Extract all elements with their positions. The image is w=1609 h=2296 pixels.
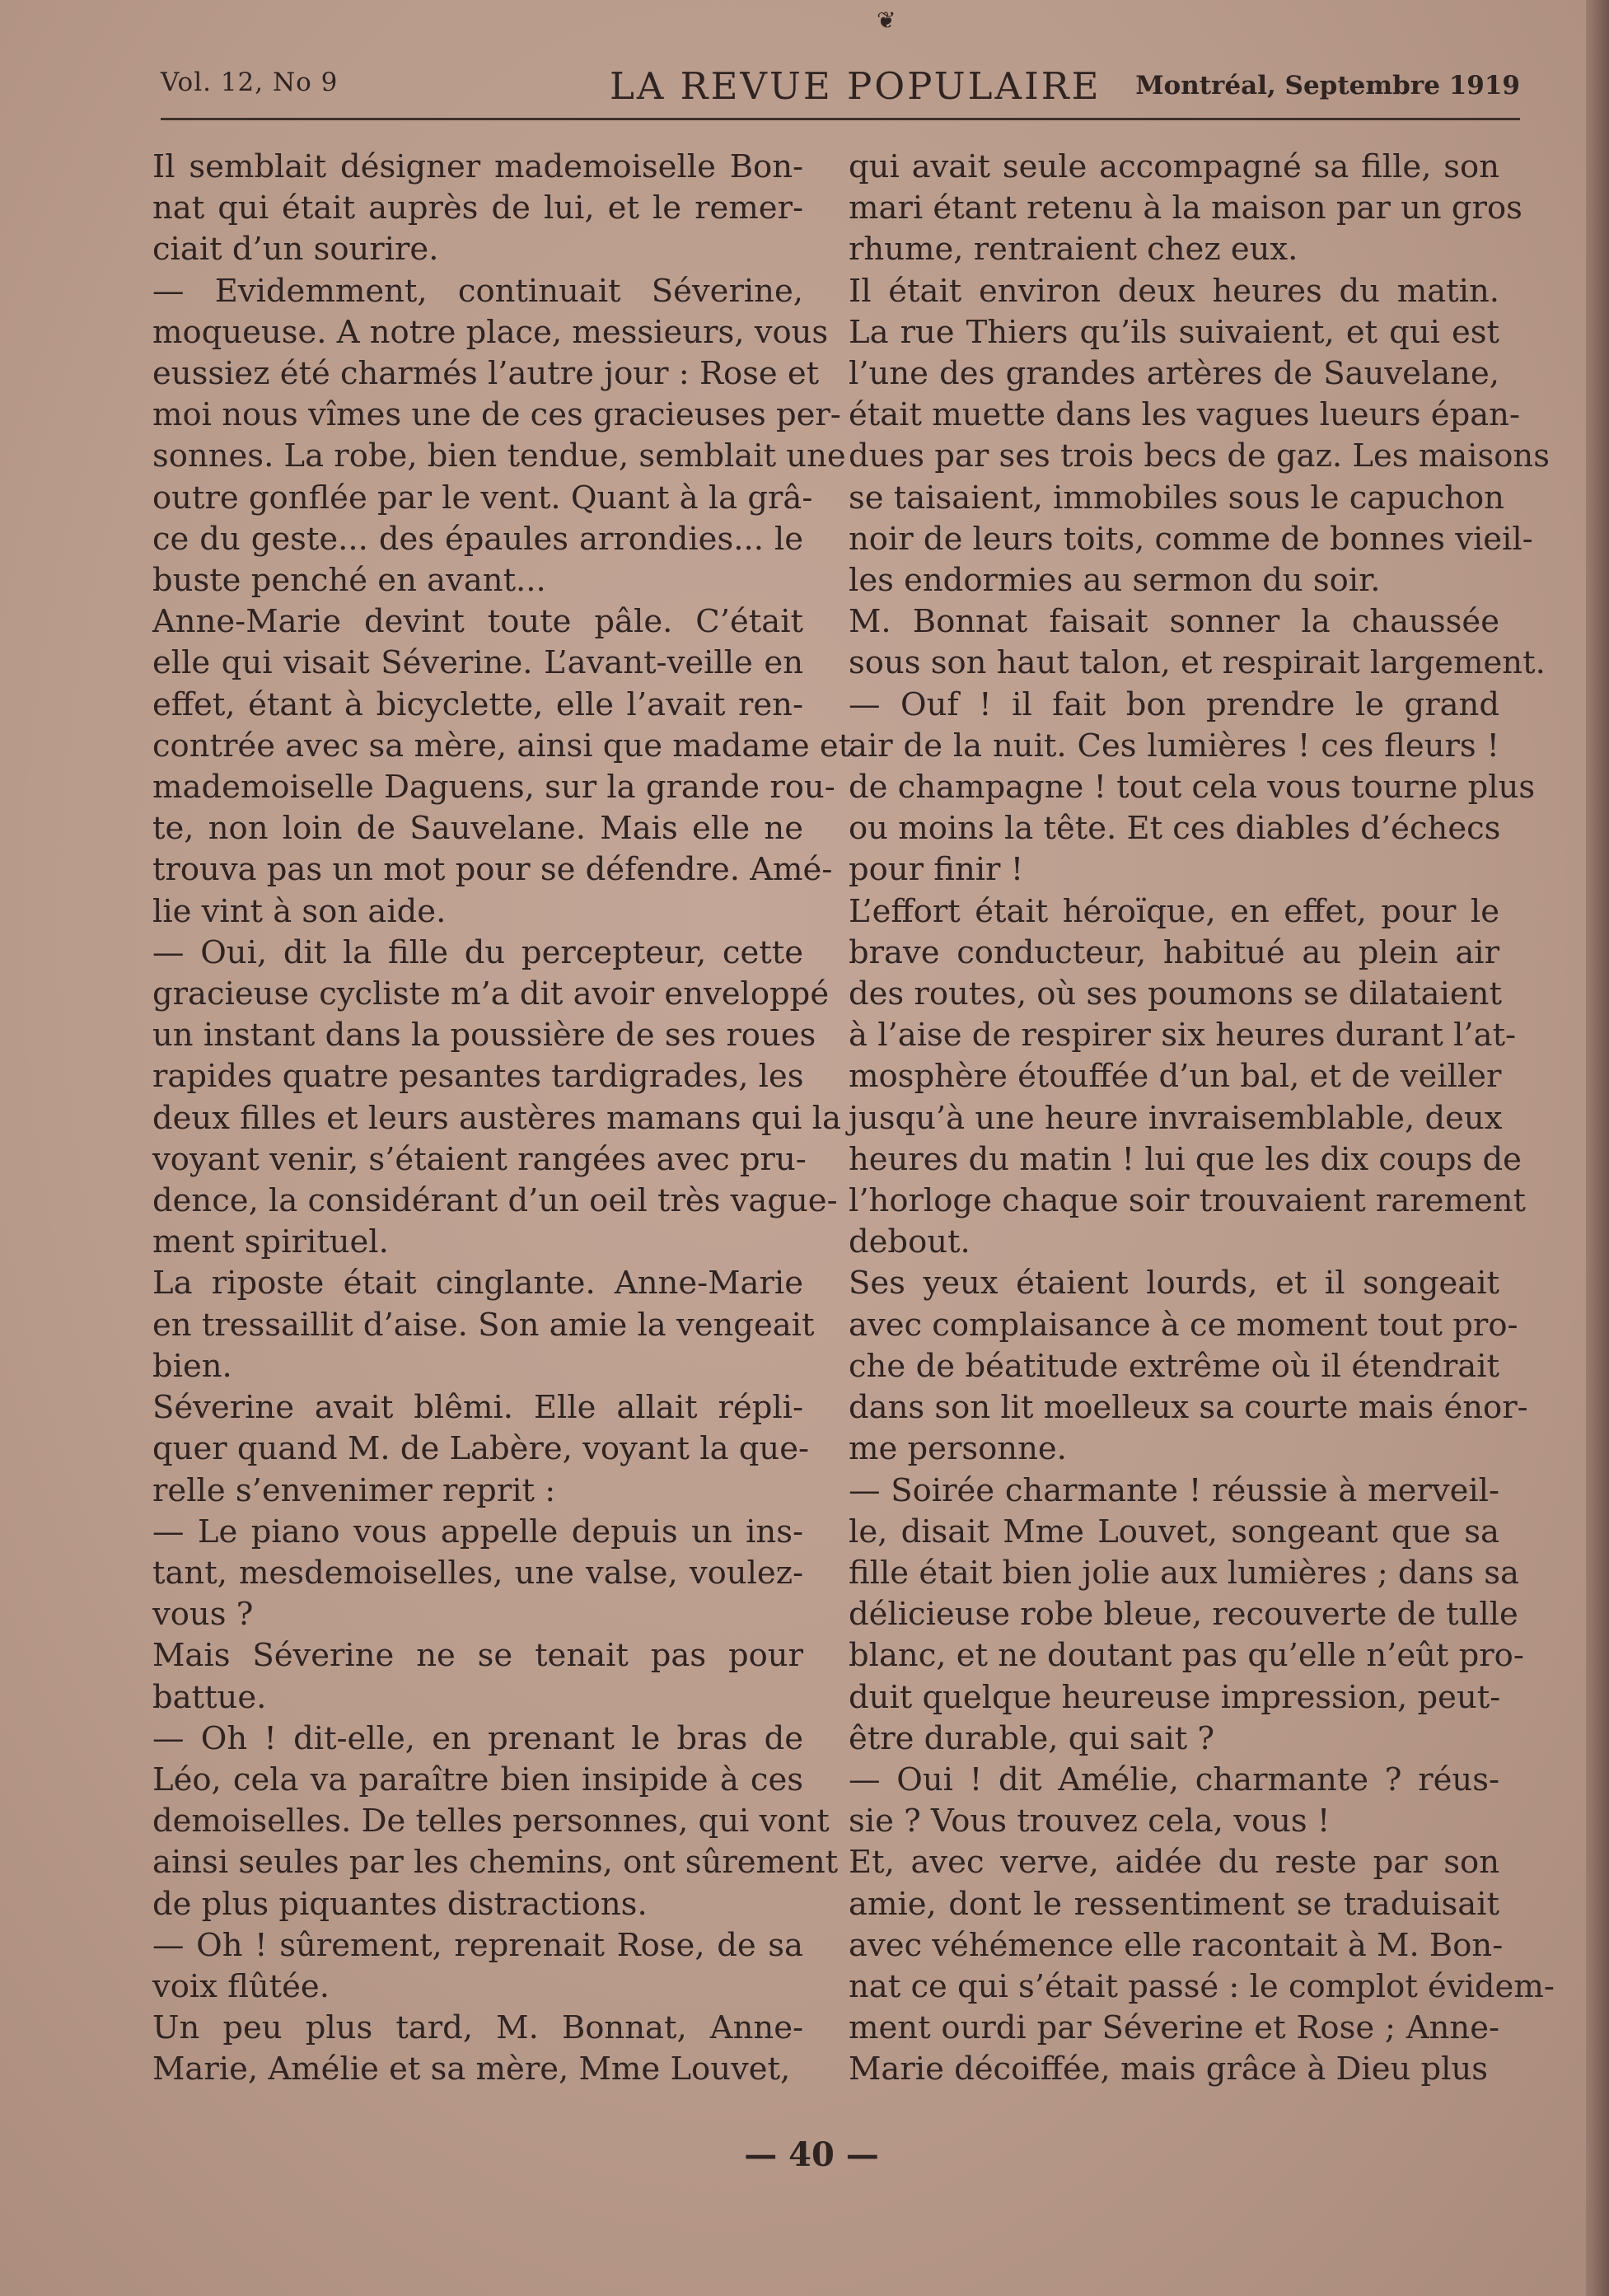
text-line: Un peu plus tard, M. Bonnat, Anne-: [152, 2009, 803, 2047]
text-line: jusqu’à une heure invraisemblable, deux: [849, 1099, 1503, 1137]
text-line: Il semblait désigner mademoiselle Bon-: [152, 148, 803, 185]
text-line: Marie décoiffée, mais grâce à Dieu plus: [849, 2051, 1489, 2088]
text-line: mosphère étouffée d’un bal, et de veiller: [849, 1058, 1502, 1096]
text-line: brave conducteur, habitué au plein air: [849, 933, 1499, 971]
text-line: le, disait Mme Louvet, songeant que sa: [849, 1513, 1499, 1550]
text-line: quer quand M. de Labère, voyant la que-: [152, 1430, 809, 1468]
text-line: amie, dont le ressentiment se traduisait: [849, 1885, 1499, 1923]
text-line: La riposte était cinglante. Anne-Marie: [152, 1265, 803, 1302]
text-line: M. Bonnat faisait sonner la chaussée: [849, 603, 1499, 641]
text-line: fille était bien jolie aux lumières ; dans sa: [849, 1554, 1520, 1592]
text-line: effet, étant à bicyclette, elle l’avait ren-: [152, 685, 803, 723]
text-line: moi nous vîmes une de ces gracieuses per-: [152, 396, 841, 434]
text-line: — Soirée charmante ! réussie à merveil-: [849, 1471, 1499, 1509]
text-line: était muette dans les vagues lueurs épan-: [849, 396, 1520, 434]
text-line: che de béatitude extrême où il étendrait: [849, 1347, 1499, 1385]
top-mark: ❦: [877, 7, 896, 34]
volume-number: Vol. 12, No 9: [161, 68, 339, 97]
text-line: buste penché en avant...: [152, 562, 546, 600]
text-line: me personne.: [849, 1430, 1067, 1468]
page-edge: [1586, 0, 1609, 2296]
left-column: [152, 147, 852, 2091]
text-line: ou moins la tête. Et ces diables d’échecs: [849, 810, 1501, 848]
text-line: — Oui ! dit Amélie, charmante ? réus-: [849, 1761, 1499, 1798]
text-line: tant, mesdemoiselles, une valse, voulez-: [152, 1554, 803, 1592]
text-line: voix flûtée.: [152, 1967, 330, 2005]
text-line: contrée avec sa mère, ainsi que madame et: [152, 727, 852, 765]
text-line: rhume, rentraient chez eux.: [849, 231, 1298, 269]
text-line: trouva pas un mot pour se défendre. Amé-: [152, 851, 833, 889]
text-line: air de la nuit. Ces lumières ! ces fleurs !: [849, 727, 1499, 765]
text-line: avec véhémence elle racontait à M. Bon-: [849, 1926, 1504, 1964]
text-line: des routes, où ses poumons se dilataient: [849, 975, 1502, 1013]
text-line: être durable, qui sait ?: [849, 1719, 1215, 1757]
issue-date: Montréal, Septembre 1919: [1135, 71, 1520, 101]
text-line: les endormies au sermon du soir.: [849, 562, 1381, 600]
text-line: deux filles et leurs austères mamans qui la: [152, 1099, 841, 1137]
text-line: Ses yeux étaient lourds, et il songeait: [849, 1265, 1499, 1302]
text-line: Léo, cela va paraître bien insipide à ces: [152, 1761, 803, 1798]
page-number: — 40 —: [744, 2135, 879, 2174]
text-line: elle qui visait Séverine. L’avant-veille en: [152, 644, 803, 682]
text-line: gracieuse cycliste m’a dit avoir enveloppé: [152, 975, 830, 1013]
text-line: dence, la considérant d’un oeil très vague-: [152, 1182, 838, 1220]
text-line: de plus piquantes distractions.: [152, 1885, 648, 1923]
text-line: eussiez été charmés l’autre jour : Rose et: [152, 355, 820, 393]
text-line: à l’aise de respirer six heures durant l’at-: [849, 1017, 1517, 1054]
text-line: bien.: [152, 1347, 232, 1385]
text-line: Marie, Amélie et sa mère, Mme Louvet,: [152, 2051, 791, 2088]
header-rule: [161, 118, 1520, 120]
text-line: de champagne ! tout cela vous tourne plus: [849, 769, 1536, 807]
publication-title: LA REVUE POPULAIRE: [610, 64, 1102, 108]
text-line: Anne-Marie devint toute pâle. C’était: [152, 603, 803, 641]
text-line: heures du matin ! lui que les dix coups de: [849, 1140, 1522, 1178]
text-line: noir de leurs toits, comme de bonnes vieil-: [849, 520, 1533, 558]
text-line: lie vint à son aide.: [152, 892, 447, 930]
text-line: qui avait seule accompagné sa fille, son: [849, 148, 1499, 185]
text-line: en tressaillit d’aise. Son amie la vengeait: [152, 1306, 815, 1344]
text-line: Et, avec verve, aidée du reste par son: [849, 1844, 1499, 1882]
text-line: dues par ses trois becs de gaz. Les maisons: [849, 437, 1550, 475]
text-line: Séverine avait blêmi. Elle allait répli-: [152, 1389, 803, 1427]
text-line: — Oh ! sûrement, reprenait Rose, de sa: [152, 1926, 803, 1964]
text-line: sous son haut talon, et respirait largement.: [849, 644, 1546, 682]
text-line: sie ? Vous trouvez cela, vous !: [849, 1803, 1331, 1840]
text-line: relle s’envenimer reprit :: [152, 1471, 556, 1509]
text-line: rapides quatre pesantes tardigrades, les: [152, 1058, 804, 1096]
text-line: — Oui, dit la fille du percepteur, cette: [152, 933, 803, 971]
text-line: — Ouf ! il fait bon prendre le grand: [849, 685, 1499, 723]
text-line: nat qui était auprès de lui, et le remer-: [152, 189, 803, 227]
text-line: vous ?: [152, 1596, 254, 1634]
text-line: moqueuse. A notre place, messieurs, vous: [152, 313, 829, 351]
text-line: battue.: [152, 1678, 267, 1716]
right-column: [849, 147, 1555, 2091]
text-line: un instant dans la poussière de ses roues: [152, 1017, 816, 1054]
text-line: se taisaient, immobiles sous le capuchon: [849, 479, 1504, 517]
text-line: pour finir !: [849, 851, 1024, 889]
text-line: ciait d’un sourire.: [152, 231, 439, 269]
text-line: L’effort était héroïque, en effet, pour le: [849, 892, 1499, 930]
text-line: l’horloge chaque soir trouvaient rarement: [849, 1182, 1527, 1220]
text-line: dans son lit moelleux sa courte mais énor-: [849, 1389, 1528, 1427]
text-line: — Oh ! dit-elle, en prenant le bras de: [152, 1719, 803, 1757]
text-line: sonnes. La robe, bien tendue, semblait une: [152, 437, 846, 475]
text-line: l’une des grandes artères de Sauvelane,: [849, 355, 1499, 393]
text-line: outre gonflée par le vent. Quant à la grâ-: [152, 479, 813, 517]
text-line: ainsi seules par les chemins, ont sûrement: [152, 1844, 839, 1882]
text-line: duit quelque heureuse impression, peut-: [849, 1678, 1501, 1716]
text-line: debout.: [849, 1223, 971, 1261]
text-line: mademoiselle Daguens, sur la grande rou-: [152, 769, 835, 807]
text-line: ment ourdi par Séverine et Rose ; Anne-: [849, 2009, 1499, 2047]
text-line: voyant venir, s’étaient rangées avec pru-: [152, 1140, 807, 1178]
text-line: Mais Séverine ne se tenait pas pour: [152, 1637, 803, 1675]
text-line: avec complaisance à ce moment tout pro-: [849, 1306, 1518, 1344]
text-line: Il était environ deux heures du matin.: [849, 272, 1499, 310]
text-line: La rue Thiers qu’ils suivaient, et qui est: [849, 313, 1499, 351]
text-line: blanc, et ne doutant pas qu’elle n’eût pro-: [849, 1637, 1524, 1675]
text-line: demoiselles. De telles personnes, qui vont: [152, 1803, 830, 1840]
text-line: mari étant retenu à la maison par un gros: [849, 189, 1522, 227]
text-line: te, non loin de Sauvelane. Mais elle ne: [152, 810, 803, 848]
text-line: nat ce qui s’était passé : le complot évidem-: [849, 1967, 1555, 2005]
text-line: ment spirituel.: [152, 1223, 389, 1261]
running-header: [161, 64, 1520, 114]
text-line: ce du geste... des épaules arrondies... le: [152, 520, 803, 558]
text-line: délicieuse robe bleue, recouverte de tulle: [849, 1596, 1518, 1634]
text-line: — Le piano vous appelle depuis un ins-: [152, 1513, 803, 1550]
text-line: — Evidemment, continuait Séverine,: [152, 272, 803, 310]
